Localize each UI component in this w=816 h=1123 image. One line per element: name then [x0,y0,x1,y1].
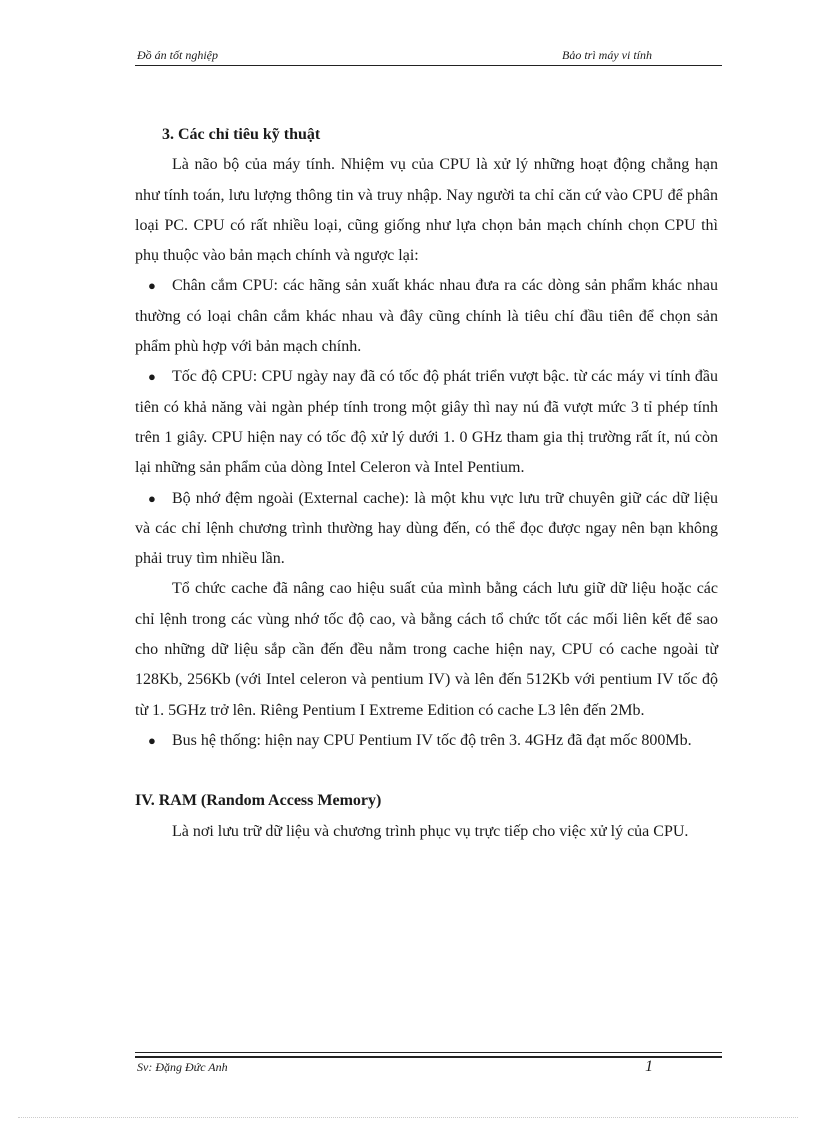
section-4-heading: IV. RAM (Random Access Memory) [135,792,382,810]
cache-paragraph: Tổ chức cache đã nâng cao hiệu suất của mình bằng cách lưu giữ dữ liệu hoặc các chỉ lệnh trong các vùng nhớ tốc độ cao, và bằng cách tổ chức tốt các mối liên kết để sao cho những dữ liệu sắp cần đến đều nằm trong cache hiện nay, CPU có cache ngoài từ 128Kb, 256Kb (với Intel celeron và pentium IV) và lên đến 512Kb với pentium IV tốc độ từ 1. 5GHz trở lên. Riêng Pentium I Extreme Edition có cache L3 lên đến 2Mb. [135,580,718,719]
bullet-icon: ● [148,490,156,506]
page-body [135,120,718,847]
page-number: 1 [645,1058,653,1075]
page-header [135,48,722,64]
bullet-system-bus [135,726,718,756]
header-right-text: Bảo trì máy vi tính [562,48,652,62]
section-4-paragraph: Là nơi lưu trữ dữ liệu và chương trình phục vụ trực tiếp cho việc xử lý của CPU. [172,822,689,840]
bullet-external-cache-text: Bộ nhớ đệm ngoài (External cache): là một khu vực lưu trữ chuyên giữ các dữ liệu và các chỉ lệnh chương trình thường hay dùng đến, có thể đọc được ngay nên bạn không phải truy tìm nhiều lần. [135,489,718,568]
bullet-cpu-speed-text: Tốc độ CPU: CPU ngày nay đã có tốc độ phát triển vượt bậc. từ các máy vi tính đầu tiên có khả năng vài ngàn phép tính trong một giây thì nay nú đã vượt mức 3 tỉ phép tính trên 1 giây. CPU hiện nay có tốc độ xử lý dưới 1. 0 GHz tham gia thị trường rất ít, nú còn lại những sản phẩm của dòng Intel Celeron và Intel Pentium. [135,368,718,477]
header-left-text: Đồ án tốt nghiệp [137,48,218,62]
bullet-system-bus-text: Bus hệ thống: hiện nay CPU Pentium IV tốc độ trên 3. 4GHz đã đạt mốc 800Mb. [172,731,692,749]
page-edge-line [18,1117,798,1118]
bullet-icon: ● [148,278,156,294]
section-3-intro: Là não bộ của máy tính. Nhiệm vụ của CPU là xử lý những hoạt động chẳng hạn như tính toán, lưu lượng thông tin và truy nhập. Nay người ta chỉ căn cứ vào CPU để phân loại PC. CPU có rất nhiều loại, cũng giống như lựa chọn bản mạch chính chọn CPU thì phụ thuộc vào bản mạch chính và ngược lại: [135,156,718,265]
bullet-cpu-speed [135,362,718,483]
bullet-cpu-socket-text: Chân cắm CPU: các hãng sản xuất khác nhau đưa ra các dòng sản phẩm khác nhau thường có loại chân cắm khác nhau và đây cũng chính là tiêu chí đầu tiên để chọn sản phẩm phù hợp với bản mạch chính. [135,277,718,356]
section-3-heading: 3. Các chỉ tiêu kỹ thuật [162,126,321,143]
footer-rule-thin [135,1052,722,1053]
footer-author: Sv: Đặng Đức Anh [137,1060,228,1074]
bullet-cpu-socket [135,271,718,362]
bullet-icon: ● [148,369,156,385]
footer-rule-thick [135,1056,722,1058]
bullet-icon: ● [148,732,156,748]
section-spacer [135,756,718,786]
header-rule [135,65,722,66]
bullet-external-cache [135,484,718,575]
